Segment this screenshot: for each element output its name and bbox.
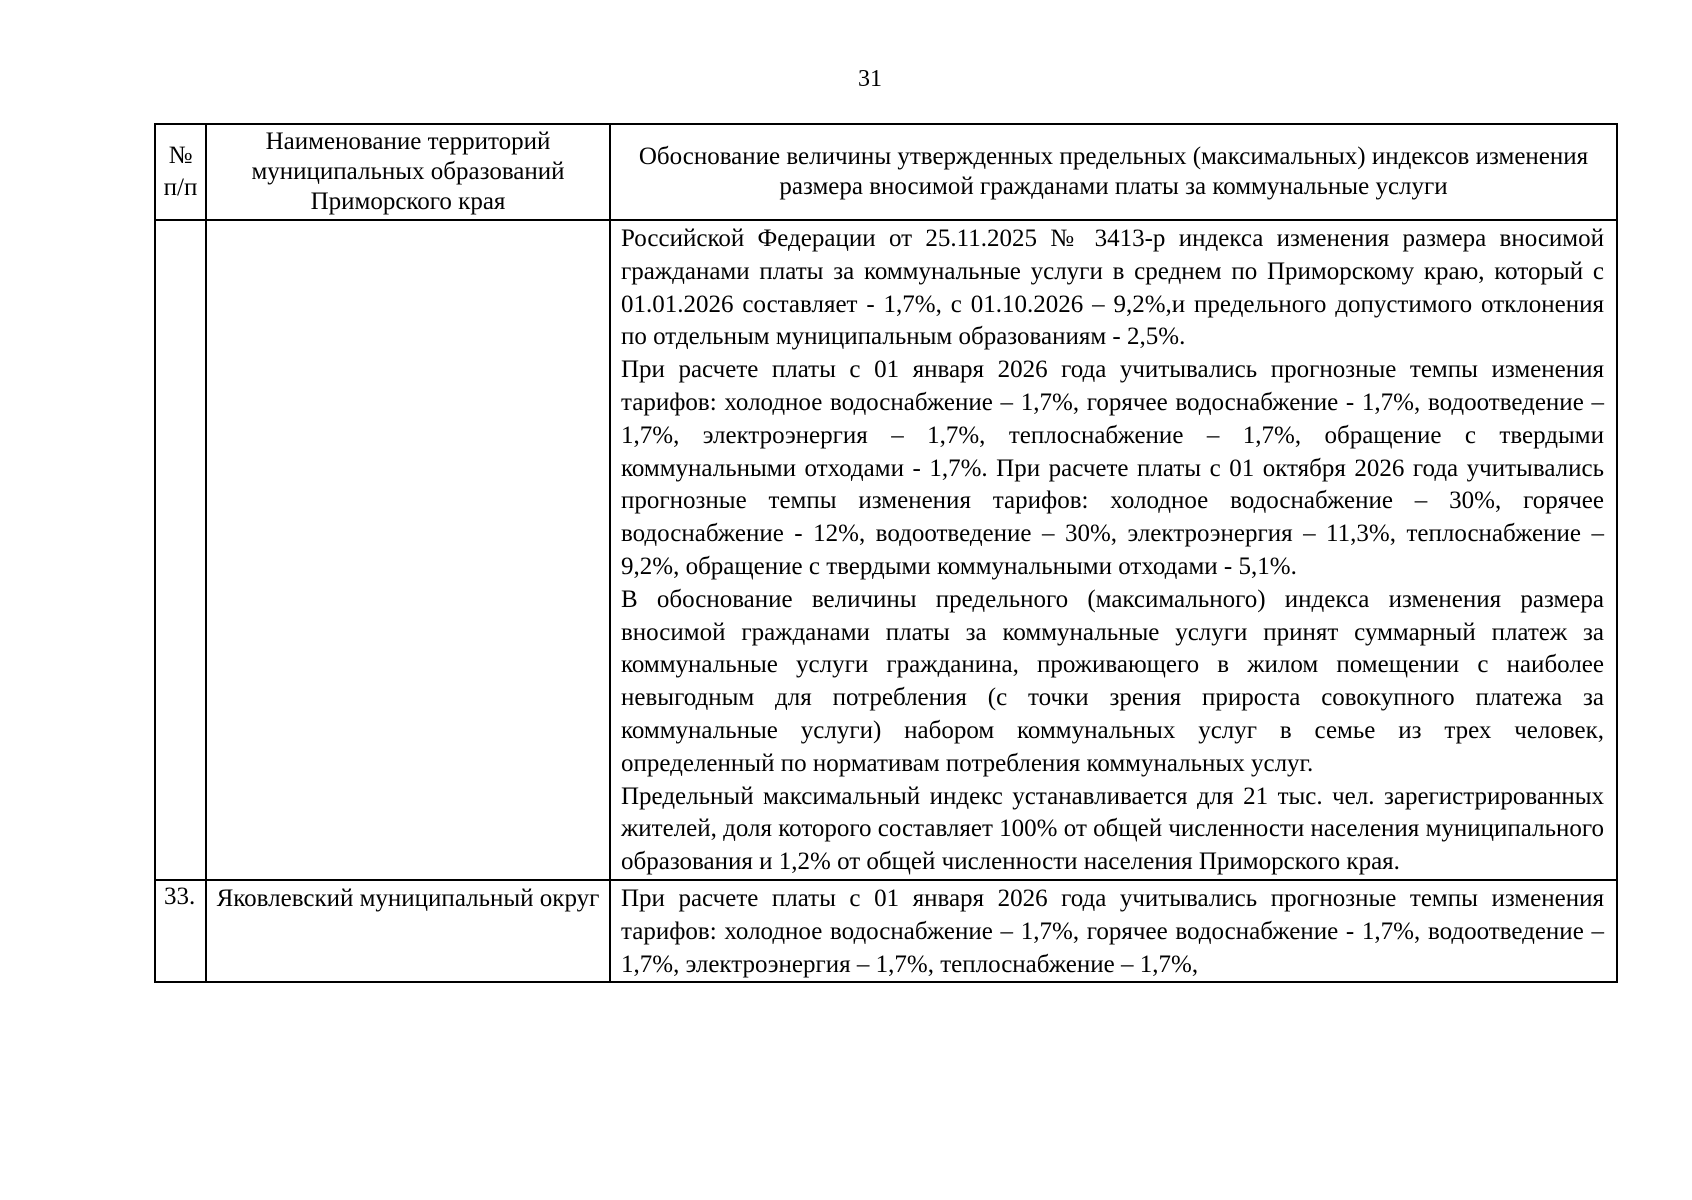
table-header-row — [155, 124, 1617, 220]
header-justification: Обоснование величины утвержденных предельных (максимальных) индексов изменения размера вносимой гражданами платы за коммунальные услуги — [610, 124, 1617, 220]
header-name: Наименование территорий муниципальных образований Приморского края — [206, 124, 610, 220]
table-row — [155, 220, 1617, 880]
row-num — [155, 220, 206, 880]
justification-paragraph: Предельный максимальный индекс устанавливается для 21 тыс. чел. зарегистрированных жителей, доля которого составляет 100% от общей численности населения муниципального образования и 1,2% от общей численности населения Приморского края. — [621, 782, 1604, 876]
justification-paragraph: При расчете платы с 01 января 2026 года учитывались прогнозные темпы изменения тарифов: холодное водоснабжение – 1,7%, горячее водоснабжение - 1,7%, водоотведение – 1,7%, электроэнергия – 1,7%, теплоснабжение – 1,7%, обращение с твердыми коммунальными отходами - 1,7%. При расчете платы с 01 октября 2026 года учитывались прогнозные темпы изменения тарифов: холодное водоснабжение – 30%, горячее водоснабжение - 12%, водоотведение – 30%, электроэнергия – 11,3%, теплоснабжение – 9,2%, обращение с твердыми коммунальными отходами - 5,1%. — [621, 356, 1604, 580]
header-num: № п/п — [155, 124, 206, 220]
page-number: 31 — [858, 66, 882, 92]
row-name: Яковлевский муниципальный округ — [206, 880, 610, 982]
indices-table — [154, 123, 1618, 983]
row-name — [206, 220, 610, 880]
table-row — [155, 880, 1617, 982]
row-num: 33. — [155, 880, 206, 982]
justification-paragraph: В обоснование величины предельного (максимального) индекса изменения размера вносимой гражданами платы за коммунальные услуги принят суммарный платеж за коммунальные услуги гражданина, проживающего в жилом помещении с наиболее невыгодным для потребления (с точки зрения прироста совокупного платежа за коммунальные услуги) набором коммунальных услуг в семье из трех человек, определенный по нормативам потребления коммунальных услуг. — [621, 585, 1604, 777]
justification-paragraph: Российской Федерации от 25.11.2025 № 3413-р индекса изменения размера вносимой гражданами платы за коммунальные услуги в среднем по Приморскому краю, который с 01.01.2026 составляет - 1,7%, с 01.10.2026 – 9,2%,и предельного допустимого отклонения по отдельным муниципальным образованиям - 2,5%. — [621, 225, 1604, 351]
row-justification — [610, 220, 1617, 880]
row-justification — [610, 880, 1617, 982]
justification-paragraph: При расчете платы с 01 января 2026 года учитывались прогнозные темпы изменения тарифов: холодное водоснабжение – 1,7%, горячее водоснабжение - 1,7%, водоотведение – 1,7%, электроэнергия – 1,7%, теплоснабжение – 1,7%, — [621, 884, 1604, 978]
